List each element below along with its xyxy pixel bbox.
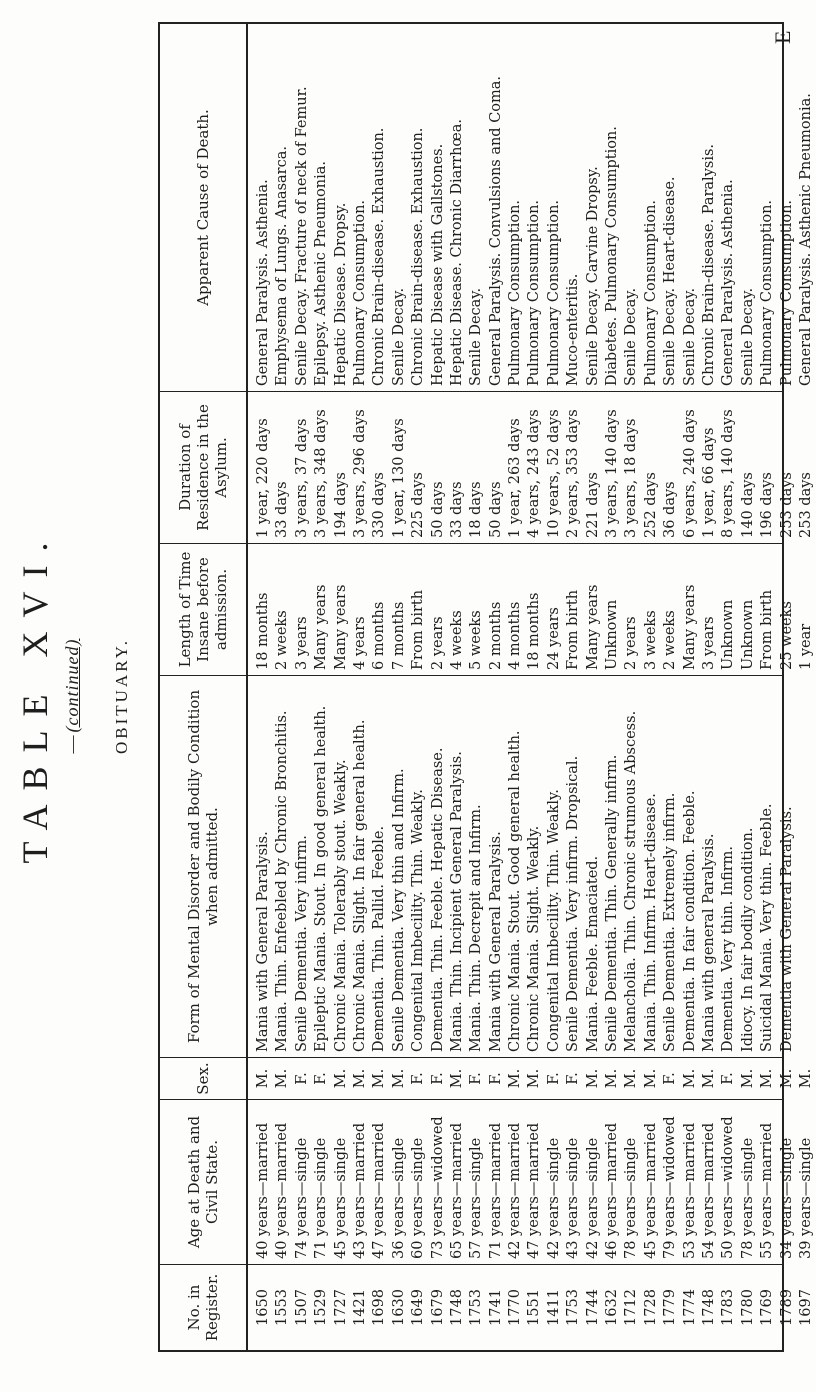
cell-reg: 1679 [429, 1289, 446, 1326]
cell-cause: Senile Decay. Heart-disease. [662, 176, 679, 386]
cell-age: 73 years—widowed [429, 1116, 446, 1259]
column-insane [246, 543, 814, 675]
cell-form: Mania. Thin. Decrepit and Infirm. [468, 804, 485, 1052]
cell-residence: 1 year, 220 days [255, 418, 271, 538]
cell-age: 39 years—single [797, 1137, 814, 1259]
cell-residence: 3 years, 296 days [351, 409, 368, 538]
cell-insane: 4 months [507, 601, 524, 670]
cell-insane: 3 weeks [642, 610, 659, 670]
cell-sex: F. [313, 1072, 330, 1085]
cell-insane: 5 weeks [468, 610, 485, 670]
cell-form: Senile Dementia. Very thin and Infirm. [390, 768, 407, 1052]
table-subtitle [62, 0, 83, 1392]
cell-sex: M. [642, 1068, 659, 1089]
cell-reg: 1753 [565, 1289, 582, 1326]
cell-form: Mania. Feeble. Emaciated. [584, 855, 601, 1052]
cell-reg: 1411 [545, 1289, 562, 1326]
cell-cause: Emphysema of Lungs. Anasarca. [274, 146, 291, 386]
cell-reg: 1649 [410, 1289, 427, 1326]
cell-sex: M. [778, 1068, 795, 1089]
column-residence [246, 391, 814, 543]
cell-cause: Pulmonary Consumption. [545, 199, 562, 386]
cell-form: Mania. Thin. Infirm. Heart-disease. [642, 793, 659, 1052]
cell-sex: M. [797, 1068, 814, 1089]
cell-reg: 1744 [584, 1289, 601, 1326]
header-row [160, 24, 248, 1350]
column-register [246, 1264, 814, 1350]
cell-age: 47 years—married [526, 1122, 543, 1259]
cell-insane: Unknown [720, 599, 737, 670]
cell-insane: Many years [332, 584, 349, 670]
cell-reg: 1727 [332, 1289, 349, 1326]
header-form: Form of Mental Disorder and Bodily Condition when admitted. [160, 675, 246, 1057]
cell-insane: 4 years [351, 616, 368, 670]
cell-form: Chronic Mania. Stout. Good general health. [507, 730, 524, 1052]
header-sex: Sex. [160, 1057, 246, 1099]
cell-age: 53 years—married [681, 1122, 698, 1259]
cell-insane: From birth [565, 589, 582, 670]
cell-age: 40 years—married [274, 1122, 291, 1259]
cell-residence: 253 days [778, 472, 795, 538]
cell-sex: M. [274, 1068, 291, 1089]
cell-residence: 221 days [584, 472, 601, 538]
cell-residence: 8 years, 140 days [720, 409, 737, 538]
cell-cause: Pulmonary Consumption. [759, 199, 776, 386]
cell-age: 57 years—single [468, 1137, 485, 1259]
cell-age: 71 years—married [487, 1122, 504, 1259]
cell-insane: 18 months [255, 592, 271, 670]
cell-reg: 1553 [274, 1289, 291, 1326]
cell-sex: M. [526, 1068, 543, 1089]
cell-residence: 50 days [429, 481, 446, 538]
section-heading: OBITUARY. [112, 638, 131, 754]
cell-age: 42 years—single [545, 1137, 562, 1259]
cell-cause: Chronic Brain-disease. Paralysis. [700, 143, 717, 386]
cell-reg: 1741 [487, 1289, 504, 1326]
cell-reg: 1748 [448, 1289, 465, 1326]
cell-form: Dementia. Thin. Feeble. Hepatic Disease. [429, 747, 446, 1052]
cell-reg: 1698 [371, 1289, 388, 1326]
column-sex [246, 1057, 814, 1099]
cell-insane: 2 years [623, 616, 640, 670]
cell-reg: 1774 [681, 1289, 698, 1326]
cell-residence: 10 years, 52 days [545, 409, 562, 538]
cell-reg: 1783 [720, 1289, 737, 1326]
cell-age: 36 years—single [390, 1137, 407, 1259]
cell-cause: Diabetes. Pulmonary Consumption. [604, 126, 621, 386]
cell-reg: 1421 [351, 1289, 368, 1326]
cell-reg: 1789 [778, 1289, 795, 1326]
cell-form [797, 676, 816, 1057]
header-residence: Duration of Residence in the Asylum. [160, 391, 246, 543]
cell-reg: 1650 [255, 1289, 271, 1326]
cell-form: Dementia. Very thin. Infirm. [720, 845, 737, 1052]
cell-sex: F. [720, 1072, 737, 1085]
cell-insane: Unknown [604, 599, 621, 670]
cell-age: 45 years—married [642, 1122, 659, 1259]
cell-insane: 4 weeks [448, 610, 465, 670]
cell-reg: 1769 [759, 1289, 776, 1326]
cell-cause: Hepatic Disease. Chronic Diarrhœa. [448, 118, 465, 386]
cell-age: 55 years—married [759, 1122, 776, 1259]
cell-residence: 3 years, 18 days [623, 418, 640, 538]
cell-sex: M. [371, 1068, 388, 1089]
cell-reg: 1712 [623, 1289, 640, 1326]
cell-insane: Many years [681, 584, 698, 670]
cell-sex: M. [623, 1068, 640, 1089]
header-cause: Apparent Cause of Death. [194, 109, 212, 306]
cell-sex: M. [739, 1068, 756, 1089]
cell-sex: M. [584, 1068, 601, 1089]
cell-insane: 6 months [371, 601, 388, 670]
cell-cause: Senile Decay. [681, 287, 698, 386]
cell-residence: 196 days [759, 472, 776, 538]
cell-insane: From birth [410, 589, 427, 670]
cell-form: Suicidal Mania. Very thin. Feeble. [759, 803, 776, 1052]
cell-residence: 225 days [410, 472, 427, 538]
cell-residence: 1 year, 130 days [390, 418, 407, 538]
cell-sex: M. [448, 1068, 465, 1089]
cell-insane: 2 weeks [662, 610, 679, 670]
cell-form: Idiocy. In fair bodily condition. [739, 827, 756, 1052]
cell-age: 79 years—widowed [662, 1116, 679, 1259]
cell-sex: M. [332, 1068, 349, 1089]
cell-reg: 1507 [293, 1289, 310, 1326]
cell-form: Dementia with General Paralysis. [778, 806, 795, 1052]
cell-cause: Pulmonary Consumption. [351, 199, 368, 386]
cell-residence: 3 years, 140 days [604, 409, 621, 538]
cell-form: Mania with General Paralysis. [487, 831, 504, 1052]
cell-insane: 25 weeks [778, 601, 795, 670]
cell-residence: 1 year, 66 days [700, 427, 717, 538]
cell-cause: Senile Decay. [468, 287, 485, 386]
cell-residence: 330 days [371, 472, 388, 538]
cell-form: Chronic Mania. Slight. Weakly. [526, 825, 543, 1052]
cell-residence: 3 years, 37 days [293, 418, 310, 538]
cell-age: 43 years—married [351, 1122, 368, 1259]
cell-residence: 6 years, 240 days [681, 409, 698, 538]
cell-reg: 1529 [313, 1289, 330, 1326]
body-columns [246, 24, 814, 1350]
cell-residence: 1 year, 263 days [507, 418, 524, 538]
subtitle-continued: (continued) [62, 638, 82, 733]
cell-reg: 1551 [526, 1289, 543, 1326]
cell-age: 65 years—married [448, 1122, 465, 1259]
cell-sex: M. [759, 1068, 776, 1089]
cell-cause: Pulmonary Consumption. [507, 199, 524, 386]
cell-insane: Unknown [739, 599, 756, 670]
cell-sex: M. [507, 1068, 524, 1089]
cell-reg: 1780 [739, 1289, 756, 1326]
header-register: No. in Register. [160, 1264, 246, 1350]
cell-cause: Senile Decay. Fracture of neck of Femur. [293, 86, 310, 386]
cell-cause: Hepatic Disease with Gallstones. [429, 143, 446, 386]
cell-cause: Senile Decay. [623, 287, 640, 386]
cell-reg: 1748 [700, 1289, 717, 1326]
cell-cause: Chronic Brain-disease. Exhaustion. [371, 127, 388, 386]
cell-reg: 1753 [468, 1289, 485, 1326]
cell-sex: F. [429, 1072, 446, 1085]
cell-cause: Pulmonary Consumption. [642, 199, 659, 386]
cell-sex: F. [487, 1072, 504, 1085]
cell-residence: 253 days [797, 472, 814, 538]
cell-cause: Chronic Brain-disease. Exhaustion. [410, 127, 427, 386]
cell-form: Mania. Thin. Incipient General Paralysis. [448, 751, 465, 1052]
cell-form: Dementia. In fair condition. Feeble. [681, 790, 698, 1052]
cell-insane: 2 years [429, 616, 446, 670]
cell-form: Mania with General Paralysis. [255, 831, 271, 1052]
cell-residence: 194 days [332, 472, 349, 538]
cell-insane: 2 months [487, 601, 504, 670]
table-title: TABLE XVI. [15, 528, 55, 864]
header-insane: Length of Time Insane before admission. [160, 543, 246, 675]
cell-form: Senile Dementia. Thin. Generally infirm. [604, 754, 621, 1052]
cell-cause: General Paralysis. Asthenia. [255, 179, 271, 386]
cell-insane: 7 months [390, 601, 407, 670]
cell-sex: F. [662, 1072, 679, 1085]
cell-age: 40 years—married [255, 1122, 271, 1259]
cell-cause: Senile Decay. [390, 287, 407, 386]
cell-residence: 33 days [274, 481, 291, 538]
cell-cause: General Paralysis. Asthenia. [720, 179, 737, 386]
cell-sex: F. [565, 1072, 582, 1085]
cell-form: Melancholia. Thin. Chronic strumous Abscess. [623, 710, 640, 1052]
cell-age: 74 years—single [293, 1137, 310, 1259]
cell-form: Senile Dementia. Very infirm. [293, 835, 310, 1052]
cell-insane: 3 years [700, 616, 717, 670]
cell-cause: Pulmonary Consumption. [778, 199, 795, 386]
cell-reg: 1697 [797, 1289, 814, 1326]
cell-form: Mania with general Paralysis. [700, 833, 717, 1052]
cell-sex: M. [681, 1068, 698, 1089]
cell-age: 42 years—married [507, 1122, 524, 1259]
cell-cause: Senile Decay. Carvine Dropsy. [584, 166, 601, 386]
cell-residence: 2 years, 353 days [565, 409, 582, 538]
column-form [246, 675, 795, 1057]
cell-sex: F. [293, 1072, 310, 1085]
cell-age: 45 years—single [332, 1137, 349, 1259]
cell-cause: Hepatic Disease. Dropsy. [332, 202, 349, 386]
cell-sex: F. [410, 1072, 427, 1085]
cell-cause: General Paralysis. Asthenic Pneumonia. [797, 93, 814, 386]
cell-age: 60 years—single [410, 1137, 427, 1259]
cell-residence: 50 days [487, 481, 504, 538]
cell-form: Senile Dementia. Very infirm. Dropsical. [565, 755, 582, 1052]
cell-age: 71 years—single [313, 1137, 330, 1259]
cell-residence: 18 days [468, 481, 485, 538]
cell-reg: 1632 [604, 1289, 621, 1326]
cell-age: 34 years—single [778, 1137, 795, 1259]
cell-age: 43 years—single [565, 1137, 582, 1259]
cell-sex: M. [604, 1068, 621, 1089]
cell-form: Congenital Imbecility. Thin. Weakly. [545, 789, 562, 1052]
cell-residence: 36 days [662, 481, 679, 538]
cell-residence: 140 days [739, 472, 756, 538]
cell-form: Senile Dementia. Extremely infirm. [662, 792, 679, 1052]
cell-insane: 24 years [545, 607, 562, 670]
cell-insane: 3 years [293, 616, 310, 670]
cell-form: Chronic Mania. Slight. In fair general health. [351, 719, 368, 1052]
cell-form: Congenital Imbecility. Thin. Weakly. [410, 789, 427, 1052]
header-age: Age at Death and Civil State. [160, 1099, 246, 1264]
cell-insane: 2 weeks [274, 610, 291, 670]
cell-age: 78 years—single [739, 1137, 756, 1259]
cell-cause: Pulmonary Consumption. [526, 199, 543, 386]
page-signature: E [770, 30, 795, 44]
cell-form: Mania. Thin. Enfeebled by Chronic Bronchitis. [274, 710, 291, 1052]
cell-insane: 18 months [526, 592, 543, 670]
cell-insane: 1 year [797, 623, 814, 670]
cell-reg: 1779 [662, 1289, 679, 1326]
cell-sex: F. [468, 1072, 485, 1085]
cell-reg: 1630 [390, 1289, 407, 1326]
cell-age: 78 years—single [623, 1137, 640, 1259]
cell-age: 54 years—married [700, 1122, 717, 1259]
cell-sex: M. [255, 1068, 271, 1089]
cell-form: Dementia. Thin. Pallid. Feeble. [371, 825, 388, 1052]
cell-cause: Senile Decay. [739, 287, 756, 386]
column-age [246, 1099, 814, 1264]
cell-age: 42 years—single [584, 1137, 601, 1259]
cell-cause: Muco-enteritis. [565, 273, 582, 386]
cell-cause: Epilepsy. Asthenic Pneumonia. [313, 160, 330, 386]
cell-reg: 1770 [507, 1289, 524, 1326]
cell-sex: M. [390, 1068, 407, 1089]
obituary-table [158, 22, 814, 1352]
subtitle-dash: — [62, 732, 82, 754]
cell-age: 47 years—married [371, 1122, 388, 1259]
cell-form: Chronic Mania. Tolerably stout. Weakly. [332, 759, 349, 1052]
cell-sex: M. [700, 1068, 717, 1089]
cell-insane: From birth [759, 589, 776, 670]
cell-residence: 252 days [642, 472, 659, 538]
cell-sex: M. [351, 1068, 368, 1089]
cell-residence: 4 years, 243 days [526, 409, 543, 538]
cell-reg: 1728 [642, 1289, 659, 1326]
cell-form: Epileptic Mania. Stout. In good general health. [313, 705, 330, 1052]
cell-age: 46 years—married [604, 1122, 621, 1259]
cell-sex: F. [545, 1072, 562, 1085]
cell-age: 50 years—widowed [720, 1116, 737, 1259]
cell-insane: Many years [584, 584, 601, 670]
cell-residence: 33 days [448, 481, 465, 538]
cell-insane: Many years [313, 584, 330, 670]
column-cause [246, 24, 814, 391]
cell-cause: General Paralysis. Convulsions and Coma. [487, 75, 504, 386]
cell-residence: 3 years, 348 days [313, 409, 330, 538]
